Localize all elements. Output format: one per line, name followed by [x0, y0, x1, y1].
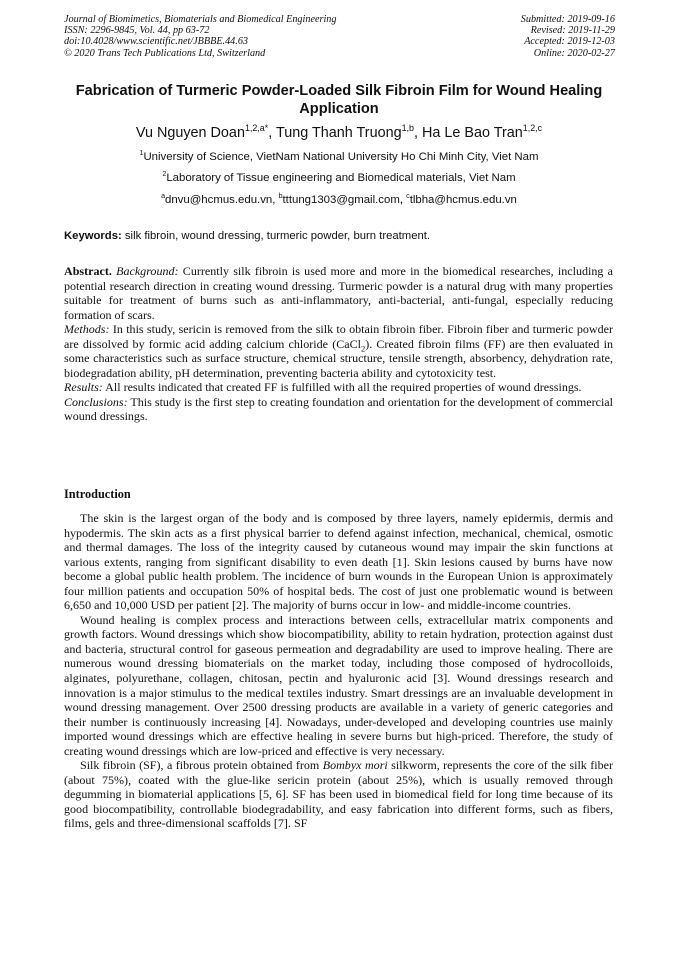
intro-p3-text-cont: silkworm, represents the core of the silk fiber (about 75%), coated with the glue-like sericin protein (about 25%), which is usually removed through degumming in biomaterial applications [5, 6]. SF has been used in biomedical field for long time because of its good biocompatibility, controllable biodegradability, and easy fabrication into different forms, such as fibers, films, gels and three-dimensional scaffolds [7]. SF: [64, 758, 614, 831]
abstract-background: [64, 264, 613, 322]
affiliation-text: Laboratory of Tissue engineering and Biomedical materials, Viet Nam: [166, 172, 516, 184]
abstract-results: [64, 380, 613, 395]
author-separator: ,: [413, 125, 422, 141]
intro-p3-text: Silk fibroin (SF), a fibrous protein obtained from: [80, 758, 323, 773]
author-name: Ha Le Bao Tran: [421, 125, 523, 141]
methods-text-cont: ). Created fibroin films (FF) are then evaluated in some characteristics such as surface structure, chemical structure, tensile strength, absorbency, dehydration rate, biodegradation ability, pH determination, preventing bacteria ability and cytotoxicity test.: [64, 336, 613, 380]
species-name: Bombyx mori: [322, 758, 388, 773]
author-list: [64, 124, 614, 142]
methods-label: Methods:: [64, 322, 110, 337]
author-affiliation-marker: 1,b: [401, 123, 414, 134]
keywords: [64, 229, 616, 243]
intro-paragraph-1: The skin is the largest organ of the body and is composed by three layers, namely epidermis, dermis and hypodermis. The skin acts as a first physical barrier to defend against infection, mechanical, chemical, osmotic and thermal damages. The loss of the integrity caused by cutaneous wound may impair the skin functions at various extents, ranging from significant disability to even death [1]. Skin lesions caused by burns have now become a global public health problem. The incidence of burn wounds in the European Union is approximately four million patients and occupation 50% of hospital beds. The cost of just one problematic wound is between 6,650 and 10,000 USD per patient [2]. The majority of burns occur in low- and middle-income countries.: [64, 511, 613, 613]
intro-paragraph-3: [64, 758, 613, 831]
conclusions-text: This study is the first step to creating foundation and orientation for the development of commercial wound dressings.: [64, 394, 613, 424]
abstract-conclusions: [64, 395, 613, 424]
affiliation-marker: 1: [139, 150, 144, 158]
abstract-methods: [64, 322, 613, 380]
journal-copyright: © 2020 Trans Tech Publications Ltd, Switzerland: [64, 47, 266, 59]
author-name: Tung Thanh Truong: [275, 125, 402, 141]
author-name: Vu Nguyen Doan: [135, 125, 245, 141]
affiliation-marker: 2: [162, 171, 167, 179]
journal-issn: ISSN: 2296-9845, Vol. 44, pp 63-72: [64, 25, 210, 37]
background-text: Currently silk fibroin is used more and more in the biomedical researches, including a potential research direction in creating wound dressing. Turmeric powder is a natural drug with many properties suitable for treatment of burns such as anti-inflammatory, anti-bacterial, anti-fungal, especially reducing formation of scars.: [64, 264, 613, 322]
abstract-label: Abstract.: [64, 264, 112, 278]
author-emails: [64, 193, 614, 207]
conclusions-label: Conclusions:: [64, 394, 128, 409]
keywords-text: silk fibroin, wound dressing, turmeric powder, burn treatment.: [121, 230, 431, 242]
introduction-heading: Introduction: [64, 487, 131, 501]
author-affiliation-marker: 1,2,c: [522, 123, 543, 134]
date-submitted: Submitted: 2019-09-16: [520, 14, 615, 25]
email-marker: a: [161, 193, 166, 201]
author-affiliation-marker: 1,2,a*: [244, 123, 269, 134]
date-online: Online: 2020-02-27: [533, 47, 615, 59]
results-text: All results indicated that created FF is fulfilled with all the required properties of wound dressings.: [102, 380, 582, 395]
email-marker: b: [278, 193, 283, 201]
journal-name: Journal of Biomimetics, Biomaterials and Biomedical Engineering: [64, 14, 337, 25]
introduction-body: [64, 511, 613, 831]
paper-title: Fabrication of Turmeric Powder-Loaded Silk Fibroin Film for Wound Healing Application: [75, 83, 603, 117]
email-link[interactable]: tttung1303@gmail.com: [282, 194, 400, 206]
intro-paragraph-2: Wound healing is complex process and interactions between cells, extracellular matrix components and growth factors. Wound dressings which show biocompatibility, ability to retain hydration, protection against dust and bacteria, structural control for gaseous permeation and degradability are used to improve healing. There are numerous wound dressing biomaterials on the market today, including those composed of hydrocolloids, alginates, polyurethane, collagen, chitosan, pectin and hyaluronic acid [3]. Wound dressings research and innovation is a major stimulus to the medical textiles industry. Smart dressings are an invaluable development in wound dressing management. Over 2500 dressing products are available in a variety of generic categories and their number is continuously increasing [4]. Nowadays, under-developed and developing countries use mainly imported wound dressings which are effective healing in severe burns but high-priced. Therefore, the study of creating wound dressings which are low-priced and effective is very necessary.: [64, 612, 613, 758]
date-revised: Revised: 2019-11-29: [530, 25, 615, 37]
affiliation-text: University of Science, VietNam National University Ho Chi Minh City, Viet Nam: [143, 151, 539, 163]
affiliation-1: [64, 150, 614, 164]
background-label: Background:: [116, 264, 179, 278]
email-separator: ,: [399, 194, 407, 206]
methods-text: In this study, sericin is removed from the silk to obtain fibroin fiber. Fibroin fiber and turmeric powder are dissolved by formic acid adding calcium chloride (CaCl: [64, 322, 613, 351]
abstract: [64, 264, 613, 424]
keywords-label: Keywords:: [64, 230, 122, 242]
methods-subscript: 2: [360, 343, 366, 354]
date-accepted: Accepted: 2019-12-03: [524, 36, 615, 48]
journal-header-right: [521, 14, 615, 59]
email-separator: ,: [272, 194, 279, 206]
journal-doi: doi:10.4028/www.scientific.net/JBBBE.44.63: [64, 36, 249, 48]
author-separator: ,: [268, 125, 276, 141]
affiliation-2: [64, 171, 614, 185]
email-link[interactable]: tlbha@hcmus.edu.vn: [409, 194, 517, 206]
email-link[interactable]: dnvu@hcmus.edu.vn: [165, 194, 273, 206]
journal-header-left: [64, 14, 336, 59]
results-label: Results:: [64, 380, 103, 395]
email-marker: c: [406, 193, 410, 201]
